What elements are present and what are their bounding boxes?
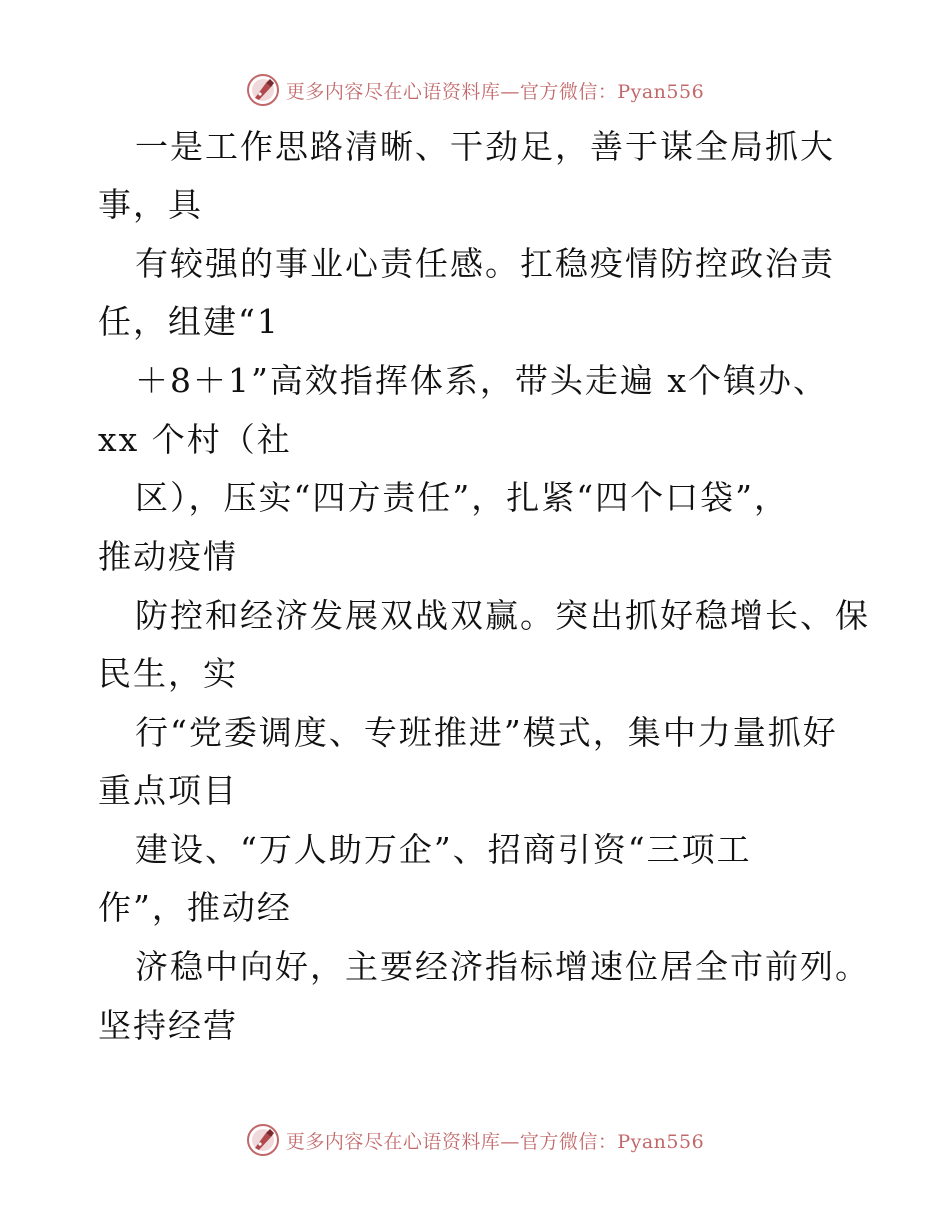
paragraph-line: 建设、“万人助万企”、招商引资“三项工	[135, 830, 752, 869]
paragraph-line: 济稳中向好，主要经济指标增速位居全市前列。	[135, 947, 870, 986]
paragraph-line: 任，组建“1	[98, 302, 280, 341]
paragraph-line: 民生，实	[98, 654, 238, 693]
paragraph-line: 一是工作思路清晰、干劲足，善于谋全局抓大	[135, 127, 835, 166]
paragraph-line: 作”，推动经	[98, 888, 292, 927]
footer-watermark	[0, 1120, 950, 1160]
paragraph-line: 事，具	[98, 185, 203, 224]
paragraph-line: 推动疫情	[98, 537, 238, 576]
paragraph-line: 有较强的事业心责任感。扛稳疫情防控政治责	[135, 244, 835, 283]
paragraph-line: xx 个村（社	[98, 420, 292, 459]
watermark-text: 更多内容尽在心语资料库—官方微信：Pyan556	[285, 1130, 705, 1153]
paragraph-line: 防控和经济发展双战双赢。突出抓好稳增长、保	[135, 596, 870, 635]
pen-nib-logo-icon	[246, 1123, 280, 1157]
paragraph-line: 重点项目	[98, 771, 238, 810]
paragraph-line: 区），压实“四方责任”，扎紧“四个口袋”，	[135, 478, 789, 517]
watermark-text: 更多内容尽在心语资料库—官方微信：Pyan556	[285, 80, 705, 103]
header-watermark	[0, 70, 950, 110]
paragraph-line: 坚持经营	[98, 1006, 238, 1045]
pen-nib-logo-icon	[246, 73, 280, 107]
paragraph-line: ＋8＋1”高效指挥体系，带头走遍 x个镇办、	[135, 361, 828, 400]
paragraph-line: 行“党委调度、专班推进”模式，集中力量抓好	[135, 713, 838, 752]
